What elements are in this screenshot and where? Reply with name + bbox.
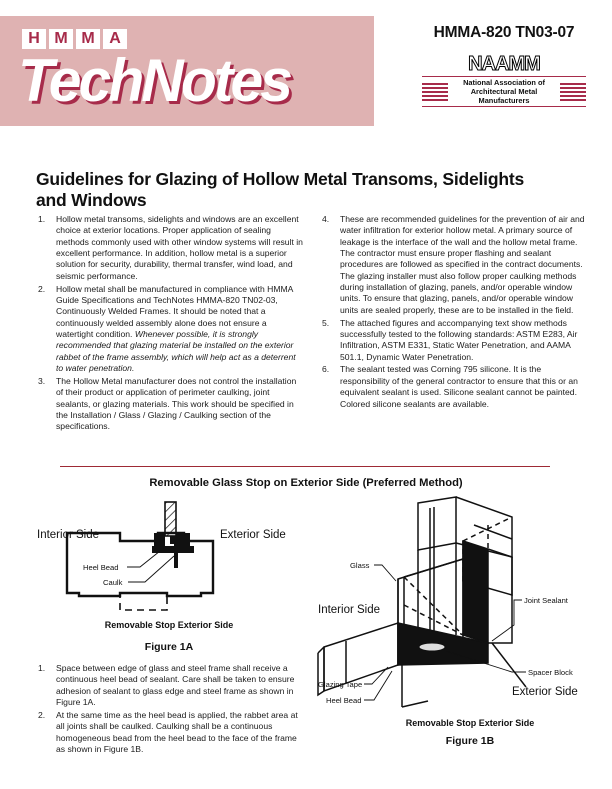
fig1b-glazing-tape-label: Glazing Tape [318, 680, 363, 689]
list-item [320, 364, 588, 409]
fig1a-exterior-label: Exterior Side [220, 529, 286, 541]
item-number: 2. [38, 709, 46, 720]
fig1b-glass-label: Glass [350, 561, 370, 570]
hmma-letter-a: A [103, 29, 127, 49]
technotes-wordmark: TechNotes [18, 47, 290, 114]
figure-1b-svg [316, 495, 612, 725]
item-text: Hollow metal transoms, sidelights and windows are an excellent choice at exterior locations. Proper application of sealing methods commonly used with other window systems will result in excellent performance. In addition, hollow metal is a superior solution for security, durability, thermal transfer, wind load, and seismic performance. [56, 214, 303, 281]
item-text: The attached figures and accompanying text show methods successfully tested to the following standards: ASTM E283, Air Infiltration, ASTM E331, Static Water Penetration, and AAMA 501.1, Dynamic Water Penetration. [340, 317, 578, 362]
naamm-name-bar [422, 76, 586, 107]
figure-1a-drawing [24, 500, 314, 680]
naamm-name-line-1: National Association of [463, 78, 545, 87]
figure-1b-drawing [316, 495, 612, 755]
naamm-full-name [448, 78, 560, 105]
guidelines-list-left [36, 214, 304, 433]
instructions-list [36, 663, 308, 755]
fig1b-exterior-label: Exterior Side [512, 686, 578, 698]
item-number: 5. [322, 317, 330, 328]
guidelines-list-right [320, 214, 588, 410]
fig1a-heel-bead-label: Heel Bead [83, 563, 119, 572]
item-text-emphasis: Whenever possible, it is strongly recommended that glazing material be installed on the exterior rabbet of the frame assembly, which will help act as a deterrent to water penetration. [56, 328, 296, 373]
naamm-logo [422, 54, 586, 107]
hmma-letter-h: H [22, 29, 46, 49]
naamm-stripes-left [422, 83, 448, 101]
fig1a-interior-label: Interior Side [37, 529, 100, 541]
left-text-column [36, 214, 304, 434]
fig1b-interior-label: Interior Side [318, 604, 381, 616]
item-number: 1. [38, 214, 46, 224]
list-item [36, 663, 308, 708]
item-text: Space between edge of glass and steel frame shall receive a continuous heel bead of sealant. Care shall be taken to ensure adhesion of sealant to glass edge and steel frame as shown in Figure 1A. [56, 663, 295, 708]
item-number: 4. [322, 214, 330, 224]
hmma-letter-m2: M [76, 29, 100, 49]
item-number: 3. [38, 375, 46, 386]
list-item [320, 318, 588, 363]
fig1b-spacer-block-label: Spacer Block [528, 668, 573, 677]
fig1b-joint-sealant-label: Joint Sealant [524, 596, 568, 605]
item-number: 2. [38, 283, 46, 294]
fig1a-caulk-label: Caulk [103, 578, 123, 587]
figure-1b-caption: Removable Stop Exterior Side [405, 718, 535, 728]
right-text-column [320, 214, 588, 411]
page-title: Guidelines for Glazing of Hollow Metal Transoms, Sidelights and Windows [36, 168, 524, 210]
list-item [36, 214, 304, 282]
hmma-letter-m1: M [49, 29, 73, 49]
item-text: Hollow metal shall be manufactured in compliance with HMMA Guide Specifications and TechNotes HMMA-820 TN02-03, Continuously Welded Frames. It should be noted that a continuously welded assembly alone does not ensure a watertight condition. [56, 283, 293, 339]
list-item [36, 376, 304, 433]
list-item [36, 284, 304, 375]
item-text: The Hollow Metal manufacturer does not control the installation of their product or application of perimeter caulking, joint sealants, or glazing materials. This work should be specified in the Installation / Glass / Glazing / Caulking section of the specifications. [56, 375, 297, 432]
bottom-instructions-column [36, 663, 308, 757]
item-number: 6. [322, 364, 330, 375]
figure-1a-svg [24, 500, 314, 680]
figure-1a-label: Figure 1A [144, 641, 194, 653]
figure-1a-caption: Removable Stop Exterior Side [104, 620, 234, 630]
item-text: The sealant tested was Corning 795 silicone. It is the responsibility of the general contractor to ensure that this or an equivalent sealant is used. Silicone sealant cannot be painted. Colored silicone sealants are available. [340, 364, 578, 409]
naamm-acronym: NAAMM [468, 53, 540, 75]
figure-1b-label: Figure 1B [445, 735, 495, 747]
fig1b-heel-bead-label: Heel Bead [326, 696, 362, 705]
naamm-stripes-right [560, 83, 586, 101]
figures-section-heading: Removable Glass Stop on Exterior Side (Preferred Method) [149, 477, 463, 489]
masthead [0, 16, 612, 126]
item-number: 1. [38, 663, 46, 673]
section-divider-rule [60, 466, 550, 467]
item-text: These are recommended guidelines for the prevention of air and water infiltration for exterior hollow metal. A primary source of leakage is the interface of the wall and the hollow metal frame. The contractor must ensure proper flashing and sealant procedures are followed as specified in the contract documents. The glazing installer must also follow proper caulking methods during installation of glazing, panels, and/or operable window units. To ensure that glazing, panels, and/or operable window units are sealed properly, these are to be installed in the field. [340, 214, 585, 315]
item-text: At the same time as the heel bead is applied, the rabbet area at all joints shall be caulked. Caulking shall be a continuous homogeneous bead from the heel bead to the face of the frame as shown in Figure 1B. [56, 709, 298, 754]
naamm-name-line-2: Architectural Metal Manufacturers [470, 87, 538, 105]
list-item [36, 710, 308, 755]
document-code: HMMA-820 TN03-07 [433, 24, 575, 41]
list-item [320, 214, 588, 316]
